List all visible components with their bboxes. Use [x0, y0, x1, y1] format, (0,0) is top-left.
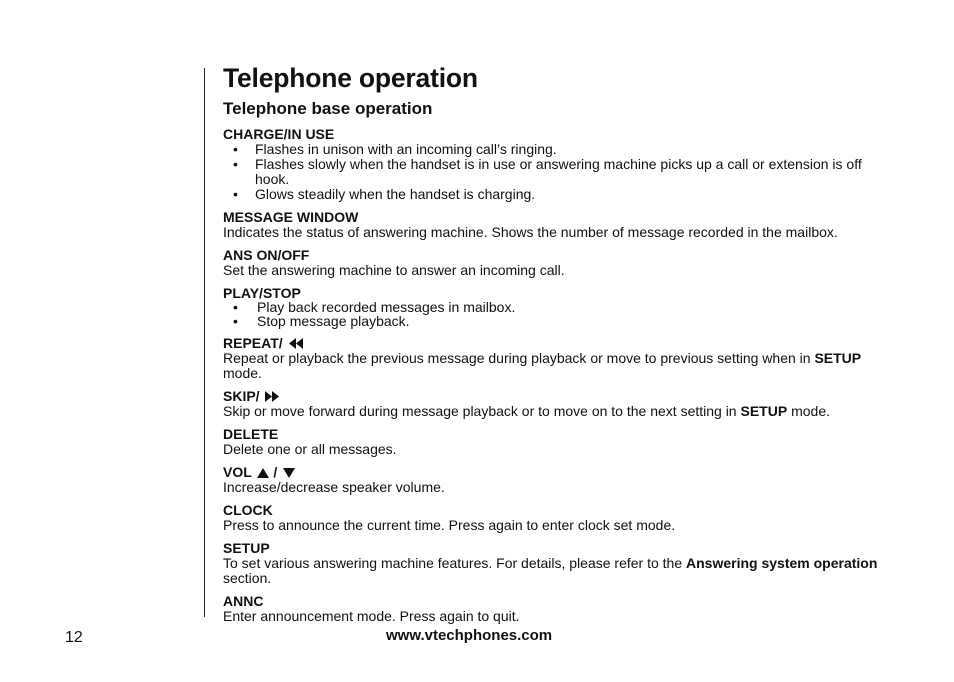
list-item: • Stop message playback.	[223, 315, 883, 329]
answering-system-emphasis: Answering system operation	[686, 555, 878, 571]
message-window-term: MESSAGE WINDOW	[223, 209, 359, 225]
skip-desc	[223, 404, 883, 419]
annc-term: ANNC	[223, 593, 264, 609]
fast-forward-icon	[265, 391, 280, 402]
vol-term-label: VOL	[223, 464, 252, 480]
clock-desc: Press to announce the current time. Press again to enter clock set mode.	[223, 517, 676, 533]
skip-desc-text: Skip or move forward during message playback or to move on to the next setting in	[223, 403, 737, 419]
repeat-term	[223, 336, 883, 351]
list-item: • Glows steadily when the handset is charging.	[223, 187, 883, 202]
repeat-desc-tail: mode.	[223, 365, 262, 381]
charge-in-use-list	[223, 142, 883, 202]
annc-section	[223, 594, 883, 624]
skip-term	[223, 389, 883, 404]
list-item: • Flashes in unison with an incoming call’s ringing.	[223, 142, 883, 157]
clock-term: CLOCK	[223, 502, 273, 518]
setup-emphasis: SETUP	[740, 403, 788, 419]
clock-section	[223, 503, 883, 533]
play-stop-list	[223, 301, 883, 328]
triangle-up-icon	[257, 468, 269, 478]
message-window-desc: Indicates the status of answering machine. Shows the number of message recorded in the mailbox.	[223, 224, 838, 240]
skip-desc-tail: mode.	[791, 403, 830, 419]
setup-section	[223, 541, 883, 586]
delete-desc: Delete one or all messages.	[223, 441, 397, 457]
play-stop-term: PLAY/STOP	[223, 285, 301, 301]
repeat-term-label: REPEAT/	[223, 335, 283, 351]
vertical-divider	[204, 68, 205, 617]
vol-section	[223, 465, 883, 495]
vol-separator: /	[273, 464, 278, 480]
list-item: • Play back recorded messages in mailbox.	[223, 301, 883, 315]
message-window-section	[223, 210, 883, 240]
page-content	[223, 62, 883, 632]
setup-desc-text: To set various answering machine features. For details, please refer to the	[223, 555, 683, 571]
ans-on-off-section	[223, 248, 883, 278]
delete-term: DELETE	[223, 426, 279, 442]
vol-desc: Increase/decrease speaker volume.	[223, 479, 445, 495]
skip-term-label: SKIP/	[223, 388, 260, 404]
repeat-desc-text: Repeat or playback the previous message during playback or move to previous setting when in	[223, 350, 811, 366]
list-item: • Flashes slowly when the handset is in use or answering machine picks up a call or extension is off hook.	[223, 157, 883, 187]
annc-desc: Enter announcement mode. Press again to quit.	[223, 608, 520, 624]
ans-on-off-desc: Set the answering machine to answer an incoming call.	[223, 262, 565, 278]
setup-desc-tail: section.	[223, 570, 272, 586]
repeat-section	[223, 336, 883, 381]
skip-section	[223, 389, 883, 419]
setup-desc	[223, 556, 883, 586]
section-heading: Telephone base operation	[223, 99, 433, 118]
setup-term: SETUP	[223, 540, 270, 556]
page-title: Telephone operation	[223, 63, 478, 93]
delete-section	[223, 427, 883, 457]
triangle-down-icon	[283, 468, 295, 478]
charge-in-use-term: CHARGE/IN USE	[223, 126, 335, 142]
vol-term	[223, 465, 883, 480]
charge-in-use-section	[223, 127, 883, 202]
play-stop-section	[223, 286, 883, 328]
footer-url: www.vtechphones.com	[386, 627, 553, 644]
rewind-icon	[289, 338, 304, 349]
ans-on-off-term: ANS ON/OFF	[223, 247, 310, 263]
setup-emphasis: SETUP	[814, 350, 862, 366]
repeat-desc	[223, 351, 883, 381]
page-number: 12	[65, 629, 83, 646]
